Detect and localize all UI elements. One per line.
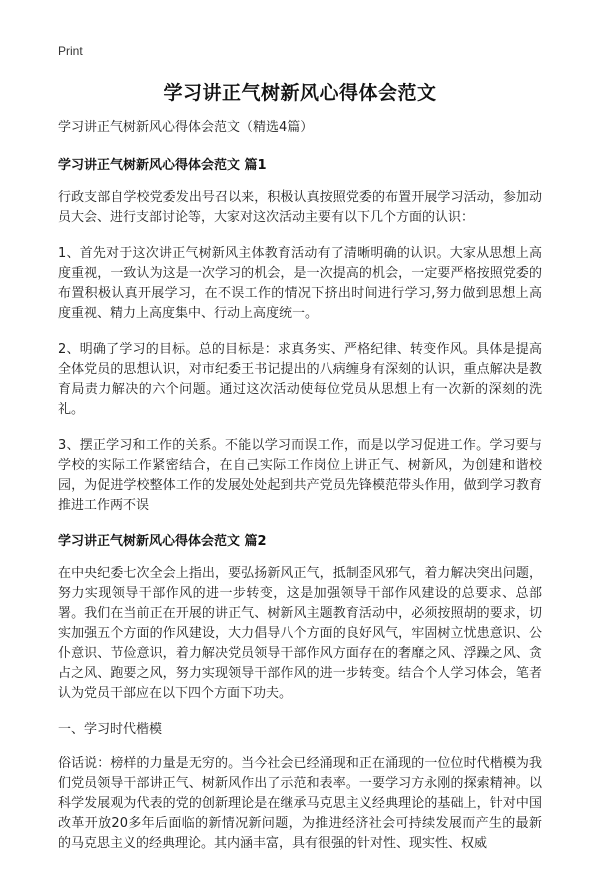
paragraph: 在中央纪委七次全会上指出，要弘扬新风正气，抵制歪风邪气，着力解决突出问题，努力实现领导干部作风的进一步转变，这是加强领导干部作风建设的总要求、总部署。我们在当前正在开展的讲正气、树新风主题教育活动中，必须按照胡的要求，切实加强五个方面的作风建设，大力倡导八个方面的良好风气，牢固树立忧患意识、公仆意识、节俭意识，着力解决党员领导干部作风方面存在的奢靡之风、浮躁之风、贪占之风、跑要之风，努力实现领导干部作风的进一步转变。结合个人学习体会，笔者认为党员干部应在以下四个方面下功夫。 — [58, 566, 542, 701]
document-body — [58, 118, 542, 870]
document-subtitle: 学习讲正气树新风心得体会范文（精选4篇） — [58, 120, 314, 135]
section-1 — [58, 156, 542, 516]
paragraph: 俗话说：榜样的力量是无穷的。当今社会已经涌现和正在涌现的一位位时代楷模为我们党员领导干部讲正气、树新风作出了示范和表率。一要学习方永刚的探索精神。以科学发展观为代表的党的创新理论是在继承马克思主义经典理论的基础上，针对中国改革开放20多年后面临的新情况新问题，为推进经济社会可持续发展而产生的最新的马克思主义的经典理论。其内涵丰富，具有很强的针对性、现实性、权威 — [58, 756, 542, 851]
section-heading: 学习讲正气树新风心得体会范文 篇2 — [58, 534, 267, 549]
print-link[interactable]: Print — [58, 44, 83, 58]
section-2 — [58, 532, 542, 854]
paragraph: 1、首先对于这次讲正气树新风主体教育活动有了清晰明确的认识。大家从思想上高度重视，一致认为这是一次学习的机会，是一次提高的机会，一定要严格按照党委的布置积极认真开展学习，在不误工作的情况下挤出时间进行学习,努力做到思想上高度重视、精力上高度集中、行动上高度统一。 — [58, 246, 542, 321]
document-title: 学习讲正气树新风心得体会范文 — [163, 82, 437, 104]
sub-heading: 一、学习时代楷模 — [58, 722, 163, 737]
paragraph: 3、摆正学习和工作的关系。不能以学习而误工作，而是以学习促进工作。学习要与学校的实际工作紧密结合，在自己实际工作岗位上讲正气、树新风，为创建和谐校园，为促进学校整体工作的发展处处起到共产党员先锋模范带头作用，做到学习教育推进工作两不误 — [58, 438, 542, 513]
section-heading: 学习讲正气树新风心得体会范文 篇1 — [58, 158, 267, 173]
paragraph: 2、明确了学习的目标。总的目标是：求真务实、严格纪律、转变作风。具体是提高全体党员的思想认识，对市纪委王书记提出的八病缠身有深刻的认识，重点解决是教育局责力解决的六个问题。通过这次活动使每位党员从思想上有一次新的深刻的洗礼。 — [58, 342, 542, 417]
paragraph: 行政支部自学校党委发出号召以来，积极认真按照党委的布置开展学习活动，参加动员大会、进行支部讨论等，大家对这次活动主要有以下几个方面的认识： — [58, 190, 542, 225]
